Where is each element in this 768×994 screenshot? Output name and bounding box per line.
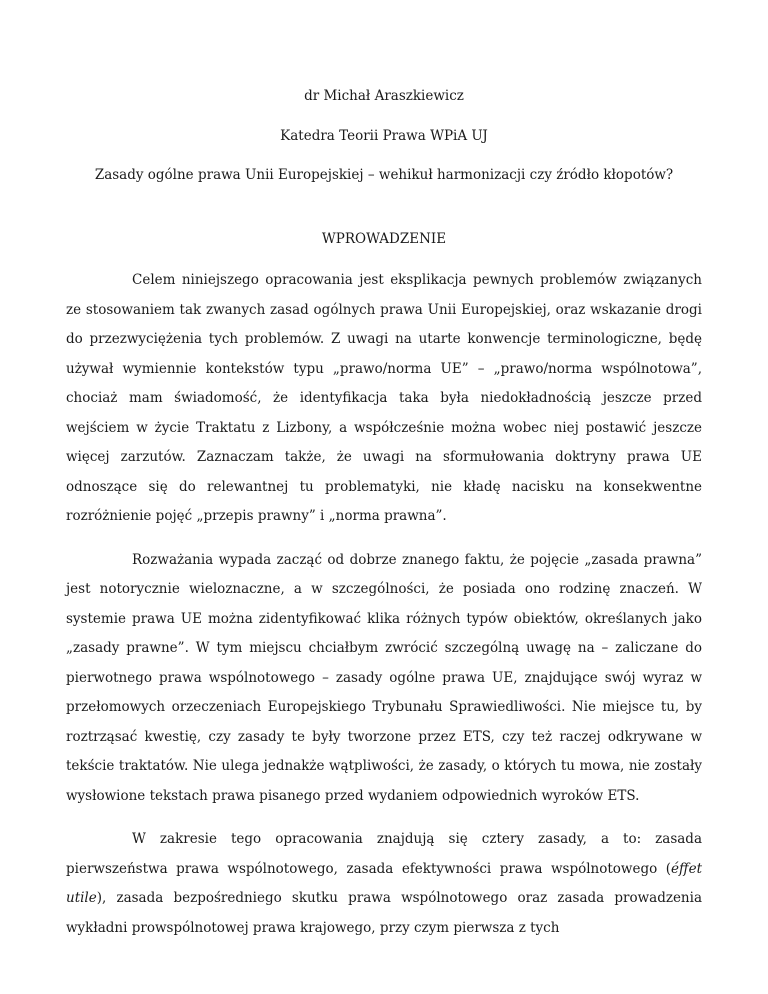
paragraph-1: Celem niniejszego opracowania jest eksplikacja pewnych problemów związanych ze stosowaniem tak zwanych zasad ogólnych prawa Unii Europejskiej, oraz wskazanie drogi do przezwyciężenia tych problemów. Z uwagi na utarte konwencje terminologiczne, będę używał wymiennie kontekstów typu „prawo/norma UE” – „prawo/norma wspólnotowa”, chociaż mam świadomość, że identyfikacja taka była niedokładnością jeszcze przed wejściem w życie Traktatu z Lizbony, a współcześnie można wobec niej postawić jeszcze więcej zarzutów. Zaznaczam także, że uwagi na sformułowania doktryny prawa UE odnoszące się do relewantnej tu problematyki, nie kładę nacisku na konsekwentne rozróżnienie pojęć „przepis prawny” i „norma prawna”. — [66, 272, 702, 524]
paragraph-3 — [66, 825, 702, 943]
document-title: Zasady ogólne prawa Unii Europejskiej – wehikuł harmonizacji czy źródło kłopotów? — [94, 167, 674, 183]
paragraph-3-text-end: ), zasada bezpośredniego skutku prawa wspólnotowego oraz zasada prowadzenia wykładni prowspólnotowej prawa krajowego, przy czym pierwsza z tych — [66, 890, 702, 936]
paragraph-2: Rozważania wypada zacząć od dobrze znanego faktu, że pojęcie „zasada prawna” jest notorycznie wieloznaczne, a w szczególności, że posiada ono rodzinę znaczeń. W systemie prawa UE można zidentyfikować klika różnych typów obiektów, określanych jako „zasady prawne”. W tym miejscu chciałbym zwrócić szczególną uwagę na – zaliczane do pierwotnego prawa wspólnotowego – zasady ogólne prawa UE, znajdujące swój wyraz w przełomowych orzeczeniach Europejskiego Trybunału Sprawiedliwości. Nie miejsce tu, by roztrząsać kwestię, czy zasady te były tworzone przez ETS, czy też raczej odkrywane w tekście traktatów. Nie ulega jednakże wątpliwości, że zasady, o których tu mowa, nie zostały wysłowione tekstach prawa pisanego przed wydaniem odpowiednich wyroków ETS. — [66, 551, 702, 804]
section-heading: WPROWADZENIE — [321, 231, 447, 247]
paragraph-3-italic-term: éffet utile — [66, 860, 702, 906]
affiliation: Katedra Teorii Prawa WPiA UJ — [280, 128, 488, 144]
body-text — [66, 266, 702, 943]
paragraph-3-text-start: W zakresie tego opracowania znajdują się cztery zasady, a to: zasada pierwszeństwa prawa wspólnotowego, zasada efektywności prawa wspólnotowego ( — [66, 831, 702, 877]
author-name: dr Michał Araszkiewicz — [304, 88, 464, 104]
